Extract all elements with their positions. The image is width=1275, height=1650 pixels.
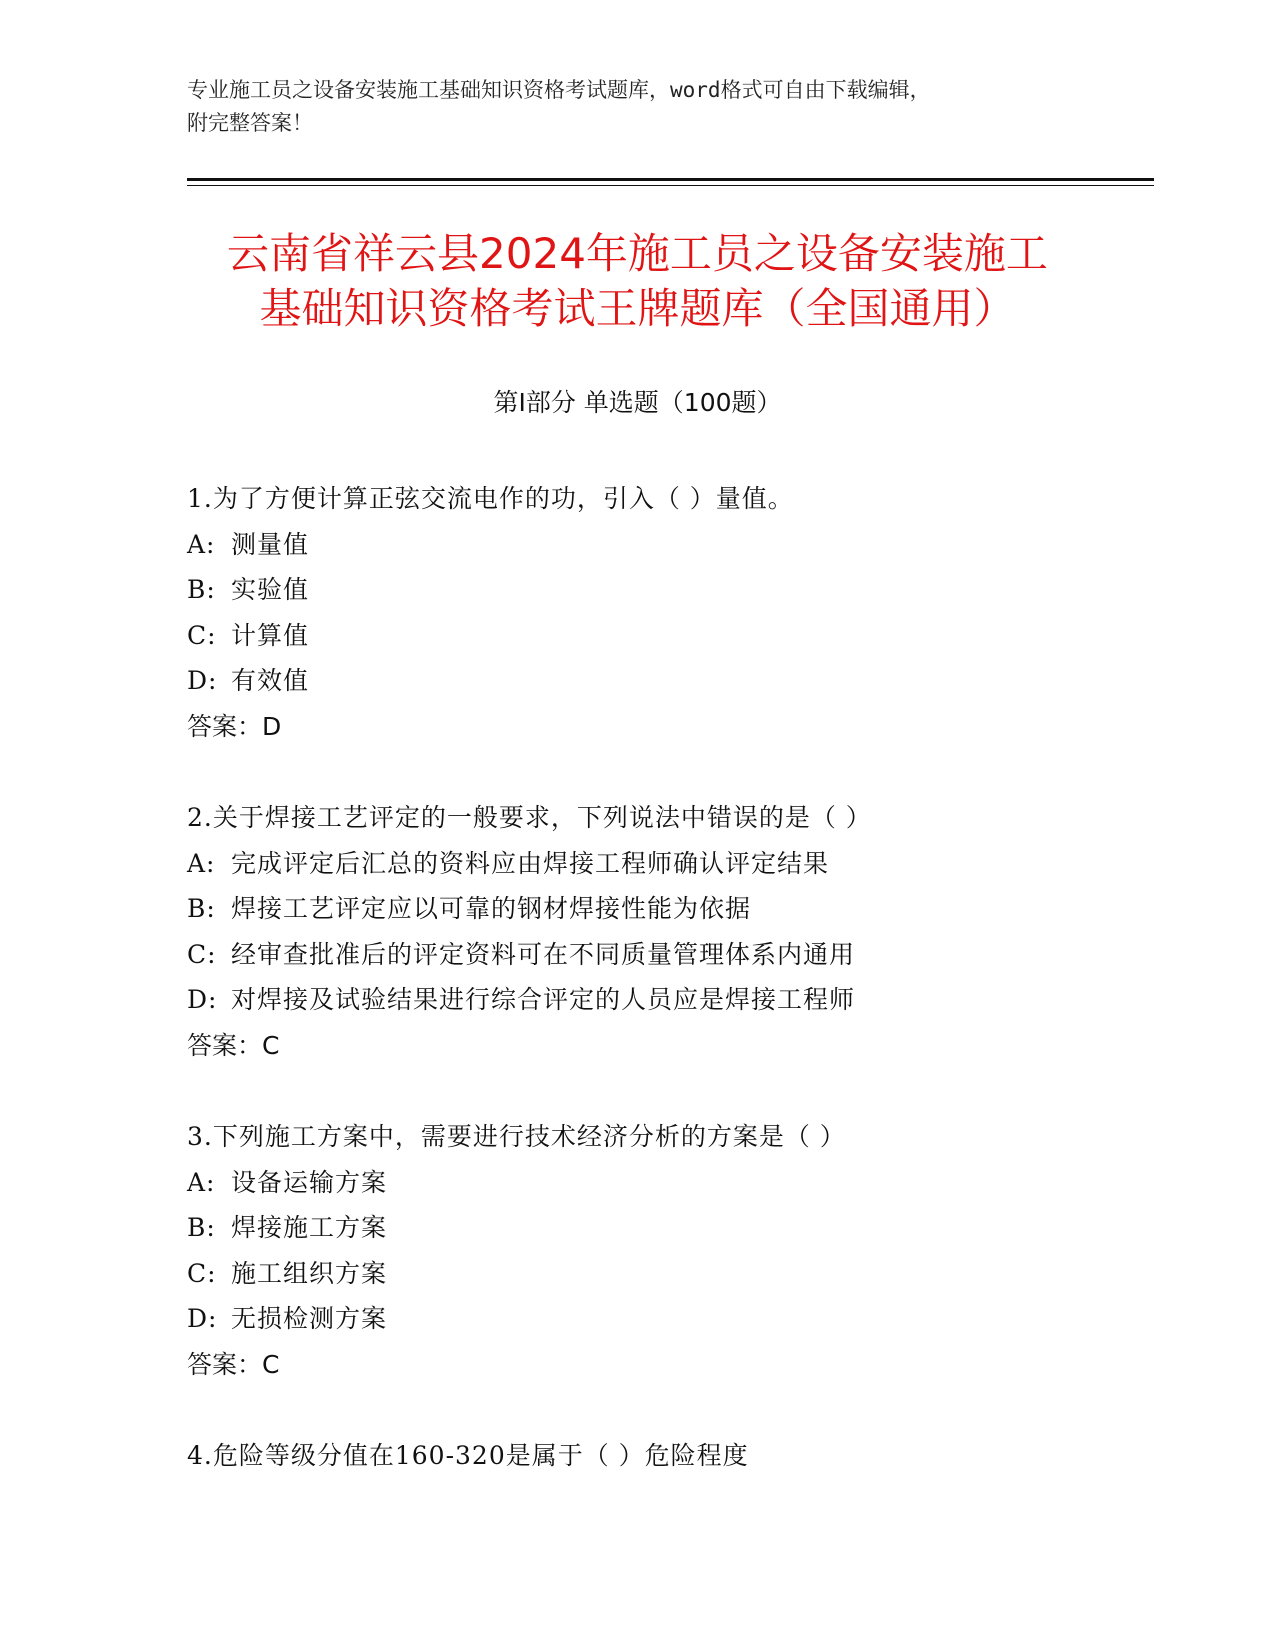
option-letter: D:	[187, 1304, 218, 1333]
option-letter: D:	[187, 985, 218, 1014]
option-letter: A:	[187, 848, 216, 878]
option-text: 测量值	[231, 529, 310, 559]
header-note-line-1: 专业施工员之设备安装施工基础知识资格考试题库，word格式可自由下载编辑，	[187, 78, 931, 102]
option-text: 经审查批准后的评定资料可在不同质量管理体系内通用	[231, 939, 856, 969]
option-c	[187, 932, 1147, 978]
header-rule-thin	[187, 185, 1154, 186]
answer: 答案：C	[187, 1349, 280, 1379]
option-letter: A:	[187, 1167, 216, 1197]
option-b	[187, 567, 1147, 613]
question-3	[187, 1114, 1147, 1387]
option-text: 无损检测方案	[231, 1304, 388, 1333]
answer: 答案：D	[187, 711, 282, 741]
question-list	[187, 476, 1147, 1525]
question-stem: 4.危险等级分值在160-320是属于（ ）危险程度	[187, 1441, 749, 1470]
option-text: 有效值	[231, 666, 310, 695]
option-text: 计算值	[231, 620, 310, 650]
option-a	[187, 522, 1147, 568]
option-text: 焊接工艺评定应以可靠的钢材焊接性能为依据	[231, 894, 752, 923]
question-2	[187, 795, 1147, 1068]
question-stem: 3.下列施工方案中，需要进行技术经济分析的方案是（ ）	[187, 1122, 846, 1151]
option-text: 实验值	[231, 575, 310, 604]
option-letter: B:	[187, 575, 216, 604]
question-4	[187, 1433, 1147, 1479]
option-text: 施工组织方案	[231, 1258, 388, 1288]
answer: 答案：C	[187, 1030, 280, 1060]
question-1	[187, 476, 1147, 749]
option-c	[187, 613, 1147, 659]
option-a	[187, 1160, 1147, 1206]
option-b	[187, 1205, 1147, 1251]
option-letter: B:	[187, 894, 216, 923]
option-text: 对焊接及试验结果进行综合评定的人员应是焊接工程师	[231, 985, 856, 1014]
option-d	[187, 1296, 1147, 1342]
option-d	[187, 658, 1147, 704]
document-title-line-2: 基础知识资格考试王牌题库（全国通用）	[259, 284, 1016, 333]
option-c	[187, 1251, 1147, 1297]
option-text: 完成评定后汇总的资料应由焊接工程师确认评定结果	[231, 848, 830, 878]
question-stem: 2.关于焊接工艺评定的一般要求，下列说法中错误的是（ ）	[187, 803, 872, 832]
document-title-line-1: 云南省祥云县2024年施工员之设备安装施工	[227, 229, 1048, 278]
question-stem: 1.为了方便计算正弦交流电作的功，引入（ ）量值。	[187, 484, 794, 513]
section-heading: 第Ⅰ部分 单选题（100题）	[493, 388, 782, 417]
option-d	[187, 977, 1147, 1023]
option-letter: C:	[187, 939, 217, 969]
header-note-line-2: 附完整答案！	[187, 111, 313, 135]
option-letter: B:	[187, 1213, 216, 1242]
option-letter: D:	[187, 666, 218, 695]
document-title	[150, 226, 1125, 336]
option-text: 设备运输方案	[231, 1167, 388, 1197]
header-rule-thick	[187, 178, 1154, 181]
option-text: 焊接施工方案	[231, 1213, 388, 1242]
option-b	[187, 886, 1147, 932]
option-a	[187, 841, 1147, 887]
option-letter: C:	[187, 620, 217, 650]
option-letter: C:	[187, 1258, 217, 1288]
option-letter: A:	[187, 529, 216, 559]
header-note	[187, 74, 1087, 140]
